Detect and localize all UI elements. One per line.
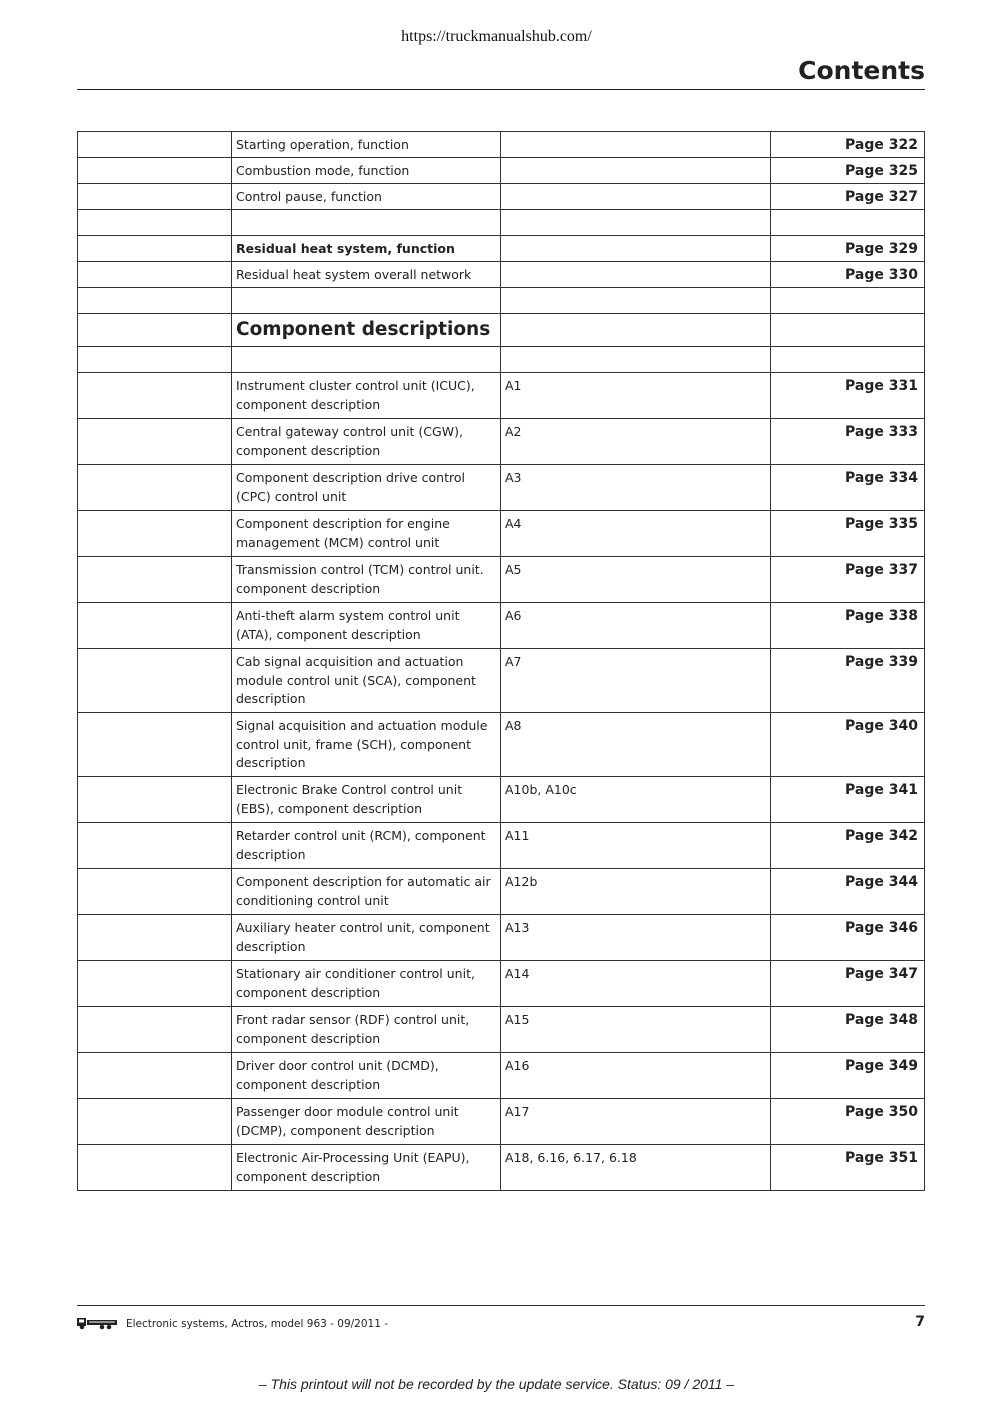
page-link[interactable]: Page 347 bbox=[771, 961, 925, 1007]
description-cell: Combustion mode, function bbox=[232, 158, 501, 184]
page-link[interactable]: Page 334 bbox=[771, 465, 925, 511]
description-cell: Retarder control unit (RCM), component description bbox=[232, 823, 501, 869]
description-cell: Anti-theft alarm system control unit (ATA), component description bbox=[232, 603, 501, 649]
page-link[interactable]: Page 346 bbox=[771, 915, 925, 961]
toc-row[interactable] bbox=[78, 1007, 925, 1053]
code-cell bbox=[501, 158, 771, 184]
index-cell bbox=[78, 262, 232, 288]
page-link[interactable]: Page 331 bbox=[771, 373, 925, 419]
toc-row[interactable] bbox=[78, 419, 925, 465]
index-cell bbox=[78, 557, 232, 603]
page-link[interactable]: Page 330 bbox=[771, 262, 925, 288]
section-row bbox=[78, 314, 925, 347]
page-link[interactable]: Page 344 bbox=[771, 869, 925, 915]
index-cell bbox=[78, 236, 232, 262]
page-link[interactable]: Page 350 bbox=[771, 1099, 925, 1145]
description-cell: Passenger door module control unit (DCMP), component description bbox=[232, 1099, 501, 1145]
code-cell bbox=[501, 236, 771, 262]
page-link[interactable]: Page 329 bbox=[771, 236, 925, 262]
page-cell bbox=[771, 288, 925, 314]
toc-row[interactable] bbox=[78, 713, 925, 777]
index-cell bbox=[78, 465, 232, 511]
toc-row[interactable] bbox=[78, 915, 925, 961]
page-link[interactable]: Page 337 bbox=[771, 557, 925, 603]
toc-row[interactable] bbox=[78, 236, 925, 262]
source-url[interactable]: https://truckmanualshub.com/ bbox=[401, 28, 592, 45]
index-cell bbox=[78, 373, 232, 419]
index-cell bbox=[78, 314, 232, 347]
footer-text: Electronic systems, Actros, model 963 - 09/2011 - bbox=[126, 1318, 389, 1330]
description-cell: Signal acquisition and actuation module control unit, frame (SCH), component description bbox=[232, 713, 501, 777]
index-cell bbox=[78, 713, 232, 777]
index-cell bbox=[78, 649, 232, 713]
toc-row[interactable] bbox=[78, 649, 925, 713]
index-cell bbox=[78, 603, 232, 649]
code-cell: A13 bbox=[501, 915, 771, 961]
index-cell bbox=[78, 158, 232, 184]
page-link[interactable]: Page 340 bbox=[771, 713, 925, 777]
toc-row[interactable] bbox=[78, 869, 925, 915]
index-cell bbox=[78, 132, 232, 158]
toc-row[interactable] bbox=[78, 373, 925, 419]
code-cell bbox=[501, 314, 771, 347]
page-link[interactable]: Page 348 bbox=[771, 1007, 925, 1053]
toc-row[interactable] bbox=[78, 777, 925, 823]
description-cell: Starting operation, function bbox=[232, 132, 501, 158]
index-cell bbox=[78, 1145, 232, 1191]
index-cell bbox=[78, 961, 232, 1007]
description-cell: Component description for engine management (MCM) control unit bbox=[232, 511, 501, 557]
index-cell bbox=[78, 1053, 232, 1099]
code-cell: A14 bbox=[501, 961, 771, 1007]
index-cell bbox=[78, 1099, 232, 1145]
code-cell: A8 bbox=[501, 713, 771, 777]
description-cell: Component description for automatic air conditioning control unit bbox=[232, 869, 501, 915]
truck-icon bbox=[77, 1316, 117, 1330]
disclaimer: – This printout will not be recorded by the update service. Status: 09 / 2011 – bbox=[258, 1376, 735, 1392]
code-cell: A18, 6.16, 6.17, 6.18 bbox=[501, 1145, 771, 1191]
page-link[interactable]: Page 339 bbox=[771, 649, 925, 713]
description-cell: Stationary air conditioner control unit, component description bbox=[232, 961, 501, 1007]
toc-row[interactable] bbox=[78, 184, 925, 210]
page-link[interactable]: Page 327 bbox=[771, 184, 925, 210]
index-cell bbox=[78, 915, 232, 961]
description-cell: Control pause, function bbox=[232, 184, 501, 210]
description-cell: Central gateway control unit (CGW), component description bbox=[232, 419, 501, 465]
index-cell bbox=[78, 184, 232, 210]
code-cell: A16 bbox=[501, 1053, 771, 1099]
page-link[interactable]: Page 338 bbox=[771, 603, 925, 649]
description-cell: Auxiliary heater control unit, component description bbox=[232, 915, 501, 961]
description-cell: Component description drive control (CPC) control unit bbox=[232, 465, 501, 511]
code-cell bbox=[501, 184, 771, 210]
page-link[interactable]: Page 325 bbox=[771, 158, 925, 184]
section-title: Component descriptions bbox=[232, 314, 501, 347]
contents-table bbox=[77, 131, 925, 1191]
page-cell bbox=[771, 210, 925, 236]
code-cell: A1 bbox=[501, 373, 771, 419]
index-cell bbox=[78, 419, 232, 465]
index-cell bbox=[78, 1007, 232, 1053]
code-cell: A15 bbox=[501, 1007, 771, 1053]
code-cell: A11 bbox=[501, 823, 771, 869]
page-title: Contents bbox=[798, 56, 925, 85]
code-cell: A3 bbox=[501, 465, 771, 511]
description-cell bbox=[232, 288, 501, 314]
code-cell: A12b bbox=[501, 869, 771, 915]
page-link[interactable]: Page 322 bbox=[771, 132, 925, 158]
code-cell: A17 bbox=[501, 1099, 771, 1145]
index-cell bbox=[78, 210, 232, 236]
description-cell bbox=[232, 210, 501, 236]
code-cell: A6 bbox=[501, 603, 771, 649]
code-cell: A4 bbox=[501, 511, 771, 557]
description-cell: Cab signal acquisition and actuation module control unit (SCA), component description bbox=[232, 649, 501, 713]
toc-row[interactable] bbox=[78, 603, 925, 649]
header-divider bbox=[77, 89, 925, 90]
index-cell bbox=[78, 288, 232, 314]
toc-row[interactable] bbox=[78, 1099, 925, 1145]
toc-row[interactable] bbox=[78, 823, 925, 869]
code-cell: A5 bbox=[501, 557, 771, 603]
code-cell: A7 bbox=[501, 649, 771, 713]
code-cell bbox=[501, 288, 771, 314]
description-cell bbox=[232, 347, 501, 373]
index-cell bbox=[78, 347, 232, 373]
description-cell: Electronic Brake Control control unit (EBS), component description bbox=[232, 777, 501, 823]
code-cell bbox=[501, 347, 771, 373]
page-link[interactable]: Page 349 bbox=[771, 1053, 925, 1099]
page-link[interactable]: Page 341 bbox=[771, 777, 925, 823]
page-cell bbox=[771, 347, 925, 373]
page-link[interactable]: Page 335 bbox=[771, 511, 925, 557]
toc-row[interactable] bbox=[78, 511, 925, 557]
description-cell: Electronic Air-Processing Unit (EAPU), component description bbox=[232, 1145, 501, 1191]
contents-table-body bbox=[78, 132, 925, 1191]
code-cell bbox=[501, 210, 771, 236]
page-link[interactable]: Page 351 bbox=[771, 1145, 925, 1191]
toc-row[interactable] bbox=[78, 132, 925, 158]
description-cell: Residual heat system, function bbox=[232, 236, 501, 262]
toc-row[interactable] bbox=[78, 557, 925, 603]
footer-divider bbox=[77, 1305, 925, 1306]
page-link[interactable]: Page 333 bbox=[771, 419, 925, 465]
description-cell: Front radar sensor (RDF) control unit, component description bbox=[232, 1007, 501, 1053]
code-cell: A2 bbox=[501, 419, 771, 465]
spacer-row bbox=[78, 347, 925, 373]
code-cell bbox=[501, 262, 771, 288]
index-cell bbox=[78, 777, 232, 823]
description-cell: Driver door control unit (DCMD), component description bbox=[232, 1053, 501, 1099]
index-cell bbox=[78, 823, 232, 869]
toc-row[interactable] bbox=[78, 961, 925, 1007]
toc-row[interactable] bbox=[78, 1053, 925, 1099]
toc-row[interactable] bbox=[78, 262, 925, 288]
toc-row[interactable] bbox=[78, 465, 925, 511]
description-cell: Transmission control (TCM) control unit. component description bbox=[232, 557, 501, 603]
page-number: 7 bbox=[915, 1314, 925, 1330]
toc-row[interactable] bbox=[78, 1145, 925, 1191]
toc-row[interactable] bbox=[78, 158, 925, 184]
code-cell bbox=[501, 132, 771, 158]
index-cell bbox=[78, 511, 232, 557]
code-cell: A10b, A10c bbox=[501, 777, 771, 823]
index-cell bbox=[78, 869, 232, 915]
page-link[interactable]: Page 342 bbox=[771, 823, 925, 869]
spacer-row bbox=[78, 288, 925, 314]
page-cell bbox=[771, 314, 925, 347]
description-cell: Residual heat system overall network bbox=[232, 262, 501, 288]
spacer-row bbox=[78, 210, 925, 236]
description-cell: Instrument cluster control unit (ICUC), component description bbox=[232, 373, 501, 419]
